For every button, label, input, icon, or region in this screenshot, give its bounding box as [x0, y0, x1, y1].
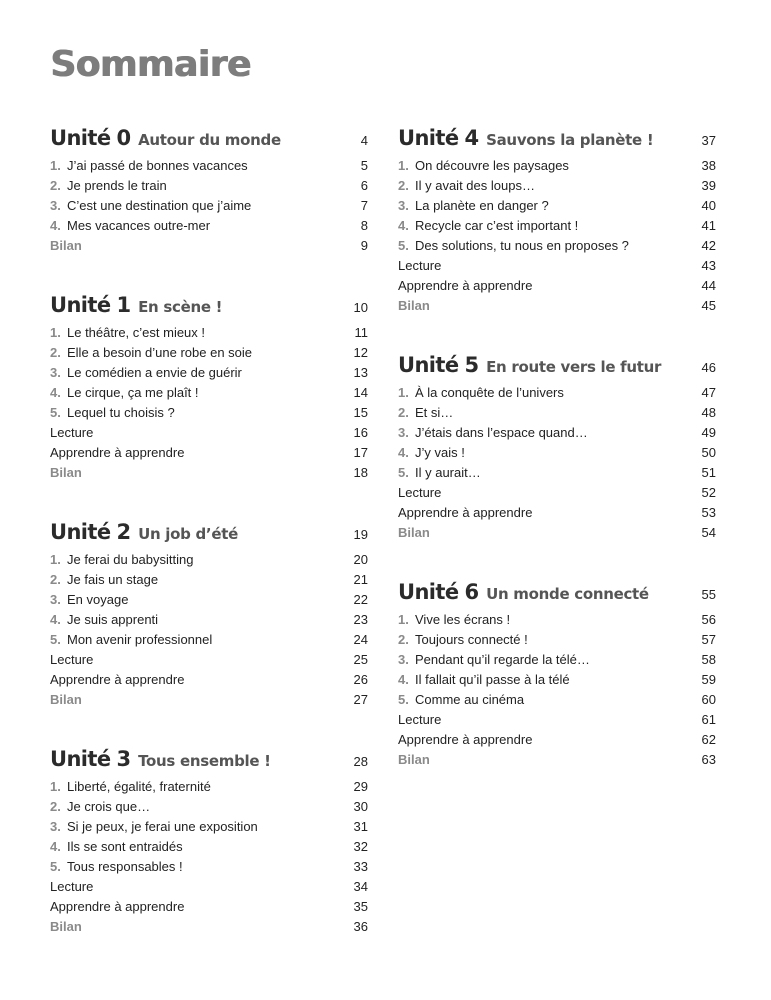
lesson-title: Si je peux, je ferai une exposition [67, 818, 258, 834]
toc-unit [50, 741, 368, 936]
lesson-entry[interactable] [50, 609, 368, 629]
unit-subtitle: En route vers le futur [486, 358, 662, 376]
lesson-page-number: 13 [353, 364, 368, 380]
lesson-entry[interactable] [50, 569, 368, 589]
lesson-title: À la conquête de l’univers [415, 384, 564, 400]
unit-subtitle: Un monde connecté [486, 585, 649, 603]
lesson-index: 5. [50, 631, 61, 647]
toc-unit [50, 120, 368, 255]
extra-title: Apprendre à apprendre [398, 504, 533, 520]
lesson-index: 5. [50, 858, 61, 874]
lesson-index: 2. [50, 798, 61, 814]
lesson-index: 4. [398, 217, 409, 233]
lesson-index: 2. [50, 344, 61, 360]
lesson-index: 4. [50, 217, 61, 233]
lesson-index: 1. [50, 778, 61, 794]
unit-page-number: 37 [701, 133, 716, 148]
extra-page-number: 16 [353, 424, 368, 440]
unit-page-number: 46 [701, 360, 716, 375]
unit-heading[interactable] [398, 120, 716, 150]
unit-number: 0 [116, 126, 132, 150]
bilan-page-number: 27 [353, 691, 368, 707]
lesson-entry[interactable] [50, 215, 368, 235]
unit-page-number: 10 [353, 300, 368, 315]
lesson-title: Ils se sont entraidés [67, 838, 183, 854]
lesson-title: Tous responsables ! [67, 858, 183, 874]
unit-heading[interactable] [50, 741, 368, 771]
unit-word: Unité [50, 520, 111, 544]
lesson-index: 1. [50, 551, 61, 567]
extra-page-number: 26 [353, 671, 368, 687]
lesson-index: 4. [398, 444, 409, 460]
bilan-page-number: 36 [353, 918, 368, 934]
bilan-page-number: 54 [701, 524, 716, 540]
lesson-page-number: 50 [701, 444, 716, 460]
bilan-entry[interactable] [398, 295, 716, 315]
lesson-index: 3. [398, 197, 409, 213]
bilan-title: Bilan [50, 691, 82, 707]
lesson-page-number: 29 [353, 778, 368, 794]
unit-word: Unité [398, 580, 459, 604]
toc-unit [398, 347, 716, 542]
extra-title: Lecture [398, 257, 442, 273]
extra-title: Lecture [398, 484, 442, 500]
lesson-title: J’étais dans l’espace quand… [415, 424, 588, 440]
lesson-title: La planète en danger ? [415, 197, 549, 213]
lesson-title: Je fais un stage [67, 571, 159, 587]
lesson-entry[interactable] [50, 629, 368, 649]
lesson-title: Il y avait des loups… [415, 177, 535, 193]
extra-entry[interactable] [50, 669, 368, 689]
unit-entries [398, 382, 716, 542]
unit-number: 2 [116, 520, 132, 544]
extra-page-number: 35 [353, 898, 368, 914]
lesson-title: Je suis apprenti [67, 611, 159, 627]
bilan-entry[interactable] [398, 749, 716, 769]
lesson-entry[interactable] [398, 689, 716, 709]
lesson-title: Elle a besoin d’une robe en soie [67, 344, 253, 360]
lesson-page-number: 7 [360, 197, 368, 213]
lesson-title: Lequel tu choisis ? [67, 404, 175, 420]
extra-page-number: 44 [701, 277, 716, 293]
lesson-index: 4. [50, 384, 61, 400]
extra-title: Lecture [50, 878, 94, 894]
extra-entry[interactable] [50, 896, 368, 916]
unit-word: Unité [398, 353, 459, 377]
lesson-title: Mon avenir professionnel [67, 631, 213, 647]
lesson-index: 2. [398, 631, 409, 647]
lesson-entry[interactable] [50, 589, 368, 609]
unit-heading[interactable] [50, 287, 368, 317]
unit-subtitle: En scène ! [138, 298, 223, 316]
lesson-entry[interactable] [398, 382, 716, 402]
unit-entries [50, 549, 368, 709]
bilan-page-number: 63 [701, 751, 716, 767]
extra-page-number: 17 [353, 444, 368, 460]
lesson-title: C’est une destination que j’aime [67, 197, 252, 213]
lesson-title: Je ferai du babysitting [67, 551, 194, 567]
lesson-index: 1. [50, 157, 61, 173]
unit-subtitle: Sauvons la planète ! [486, 131, 654, 149]
lesson-entry[interactable] [398, 195, 716, 215]
lesson-title: Comme au cinéma [415, 691, 525, 707]
unit-entries [398, 155, 716, 315]
lesson-page-number: 30 [353, 798, 368, 814]
extra-page-number: 52 [701, 484, 716, 500]
extra-title: Apprendre à apprendre [398, 731, 533, 747]
lesson-entry[interactable] [50, 402, 368, 422]
unit-number: 3 [116, 747, 132, 771]
lesson-index: 2. [398, 404, 409, 420]
lesson-title: Des solutions, tu nous en proposes ? [415, 237, 629, 253]
lesson-entry[interactable] [50, 195, 368, 215]
lesson-page-number: 51 [701, 464, 716, 480]
lesson-entry[interactable] [50, 382, 368, 402]
lesson-entry[interactable] [50, 175, 368, 195]
lesson-index: 2. [50, 571, 61, 587]
lesson-page-number: 57 [701, 631, 716, 647]
lesson-index: 5. [50, 404, 61, 420]
lesson-title: En voyage [67, 591, 129, 607]
extra-title: Apprendre à apprendre [50, 671, 185, 687]
lesson-entry[interactable] [398, 215, 716, 235]
lesson-title: Le théâtre, c’est mieux ! [67, 324, 206, 340]
lesson-page-number: 48 [701, 404, 716, 420]
lesson-page-number: 21 [353, 571, 368, 587]
bilan-page-number: 45 [701, 297, 716, 313]
lesson-title: Je crois que… [67, 798, 151, 814]
toc-column-right [398, 120, 716, 801]
lesson-entry[interactable] [50, 776, 368, 796]
lesson-page-number: 24 [353, 631, 368, 647]
unit-word: Unité [50, 747, 111, 771]
lesson-entry[interactable] [50, 836, 368, 856]
unit-number: 1 [116, 293, 132, 317]
lesson-entry[interactable] [50, 342, 368, 362]
toc-unit [50, 287, 368, 482]
lesson-page-number: 59 [701, 671, 716, 687]
lesson-title: Liberté, égalité, fraternité [67, 778, 211, 794]
lesson-page-number: 40 [701, 197, 716, 213]
lesson-title: Toujours connecté ! [415, 631, 528, 647]
lesson-index: 4. [50, 838, 61, 854]
lesson-entry[interactable] [398, 442, 716, 462]
lesson-title: Recycle car c’est important ! [415, 217, 579, 233]
bilan-page-number: 18 [353, 464, 368, 480]
lesson-page-number: 49 [701, 424, 716, 440]
lesson-entry[interactable] [50, 322, 368, 342]
lesson-page-number: 11 [354, 324, 368, 340]
lesson-entry[interactable] [398, 629, 716, 649]
lesson-page-number: 22 [353, 591, 368, 607]
unit-page-number: 28 [353, 754, 368, 769]
lesson-title: Je prends le train [67, 177, 167, 193]
lesson-index: 1. [398, 157, 409, 173]
bilan-entry[interactable] [50, 462, 368, 482]
unit-subtitle: Un job d’été [138, 525, 238, 543]
lesson-index: 3. [50, 818, 61, 834]
lesson-entry[interactable] [50, 796, 368, 816]
lesson-page-number: 41 [701, 217, 716, 233]
page-title: Sommaire [50, 44, 251, 85]
lesson-page-number: 56 [701, 611, 716, 627]
lesson-index: 4. [398, 671, 409, 687]
extra-entry[interactable] [398, 482, 716, 502]
bilan-title: Bilan [50, 464, 82, 480]
extra-title: Apprendre à apprendre [50, 898, 185, 914]
unit-entries [50, 776, 368, 936]
lesson-page-number: 14 [353, 384, 368, 400]
lesson-title: Vive les écrans ! [415, 611, 511, 627]
lesson-title: Le comédien a envie de guérir [67, 364, 242, 380]
bilan-page-number: 9 [360, 237, 368, 253]
lesson-page-number: 38 [701, 157, 716, 173]
extra-page-number: 43 [701, 257, 716, 273]
unit-heading[interactable] [398, 574, 716, 604]
bilan-entry[interactable] [50, 689, 368, 709]
lesson-entry[interactable] [398, 422, 716, 442]
lesson-page-number: 60 [701, 691, 716, 707]
unit-number: 4 [464, 126, 480, 150]
extra-page-number: 61 [701, 711, 716, 727]
unit-word: Unité [50, 126, 111, 150]
bilan-entry[interactable] [50, 916, 368, 936]
extra-title: Lecture [50, 424, 94, 440]
lesson-index: 3. [50, 197, 61, 213]
lesson-index: 4. [50, 611, 61, 627]
toc-unit [50, 514, 368, 709]
lesson-title: On découvre les paysages [415, 157, 569, 173]
lesson-entry[interactable] [398, 462, 716, 482]
unit-number: 6 [464, 580, 480, 604]
lesson-index: 5. [398, 691, 409, 707]
unit-subtitle: Tous ensemble ! [138, 752, 271, 770]
lesson-entry[interactable] [398, 175, 716, 195]
unit-page-number: 19 [353, 527, 368, 542]
lesson-entry[interactable] [50, 362, 368, 382]
lesson-page-number: 23 [353, 611, 368, 627]
unit-heading[interactable] [50, 514, 368, 544]
unit-entries [50, 155, 368, 255]
lesson-page-number: 8 [360, 217, 368, 233]
lesson-page-number: 58 [701, 651, 716, 667]
lesson-title: Et si… [415, 404, 454, 420]
extra-title: Apprendre à apprendre [398, 277, 533, 293]
unit-word: Unité [398, 126, 459, 150]
lesson-index: 3. [398, 424, 409, 440]
lesson-page-number: 20 [353, 551, 368, 567]
lesson-entry[interactable] [50, 856, 368, 876]
lesson-entry[interactable] [50, 155, 368, 175]
lesson-title: Le cirque, ça me plaît ! [67, 384, 199, 400]
extra-title: Lecture [398, 711, 442, 727]
toc-column-left [50, 120, 368, 968]
unit-entries [398, 609, 716, 769]
lesson-index: 5. [398, 237, 409, 253]
extra-title: Apprendre à apprendre [50, 444, 185, 460]
lesson-page-number: 32 [353, 838, 368, 854]
extra-entry[interactable] [398, 255, 716, 275]
extra-entry[interactable] [50, 649, 368, 669]
extra-entry[interactable] [398, 275, 716, 295]
lesson-entry[interactable] [50, 816, 368, 836]
bilan-title: Bilan [50, 237, 82, 253]
lesson-page-number: 42 [701, 237, 716, 253]
extra-entry[interactable] [398, 502, 716, 522]
unit-subtitle: Autour du monde [138, 131, 281, 149]
extra-entry[interactable] [398, 729, 716, 749]
lesson-entry[interactable] [398, 649, 716, 669]
extra-title: Lecture [50, 651, 94, 667]
lesson-index: 2. [398, 177, 409, 193]
lesson-page-number: 12 [353, 344, 368, 360]
unit-heading[interactable] [50, 120, 368, 150]
lesson-index: 3. [398, 651, 409, 667]
lesson-title: J’ai passé de bonnes vacances [67, 157, 248, 173]
lesson-index: 2. [50, 177, 61, 193]
toc-unit [398, 120, 716, 315]
extra-entry[interactable] [50, 442, 368, 462]
lesson-title: Il fallait qu’il passe à la télé [415, 671, 570, 687]
extra-page-number: 62 [701, 731, 716, 747]
unit-page-number: 55 [701, 587, 716, 602]
lesson-entry[interactable] [398, 609, 716, 629]
bilan-entry[interactable] [398, 522, 716, 542]
lesson-index: 3. [50, 591, 61, 607]
lesson-index: 5. [398, 464, 409, 480]
unit-page-number: 4 [360, 133, 368, 148]
lesson-title: Il y aurait… [415, 464, 481, 480]
extra-entry[interactable] [50, 876, 368, 896]
extra-page-number: 34 [353, 878, 368, 894]
bilan-entry[interactable] [50, 235, 368, 255]
lesson-index: 3. [50, 364, 61, 380]
bilan-title: Bilan [398, 524, 430, 540]
lesson-entry[interactable] [50, 549, 368, 569]
extra-page-number: 25 [353, 651, 368, 667]
lesson-title: Pendant qu’il regarde la télé… [415, 651, 590, 667]
lesson-title: Mes vacances outre-mer [67, 217, 211, 233]
extra-entry[interactable] [50, 422, 368, 442]
lesson-page-number: 47 [701, 384, 716, 400]
lesson-index: 1. [398, 384, 409, 400]
lesson-index: 1. [398, 611, 409, 627]
toc-unit [398, 574, 716, 769]
bilan-title: Bilan [398, 297, 430, 313]
lesson-page-number: 33 [353, 858, 368, 874]
lesson-page-number: 6 [360, 177, 368, 193]
unit-number: 5 [464, 353, 480, 377]
bilan-title: Bilan [398, 751, 430, 767]
lesson-page-number: 5 [360, 157, 368, 173]
bilan-title: Bilan [50, 918, 82, 934]
lesson-page-number: 15 [353, 404, 368, 420]
lesson-entry[interactable] [398, 155, 716, 175]
lesson-index: 1. [50, 324, 61, 340]
lesson-page-number: 39 [701, 177, 716, 193]
lesson-entry[interactable] [398, 402, 716, 422]
unit-word: Unité [50, 293, 111, 317]
lesson-title: J’y vais ! [415, 444, 465, 460]
unit-heading[interactable] [398, 347, 716, 377]
extra-entry[interactable] [398, 709, 716, 729]
lesson-page-number: 31 [353, 818, 368, 834]
extra-page-number: 53 [701, 504, 716, 520]
lesson-entry[interactable] [398, 669, 716, 689]
unit-entries [50, 322, 368, 482]
lesson-entry[interactable] [398, 235, 716, 255]
